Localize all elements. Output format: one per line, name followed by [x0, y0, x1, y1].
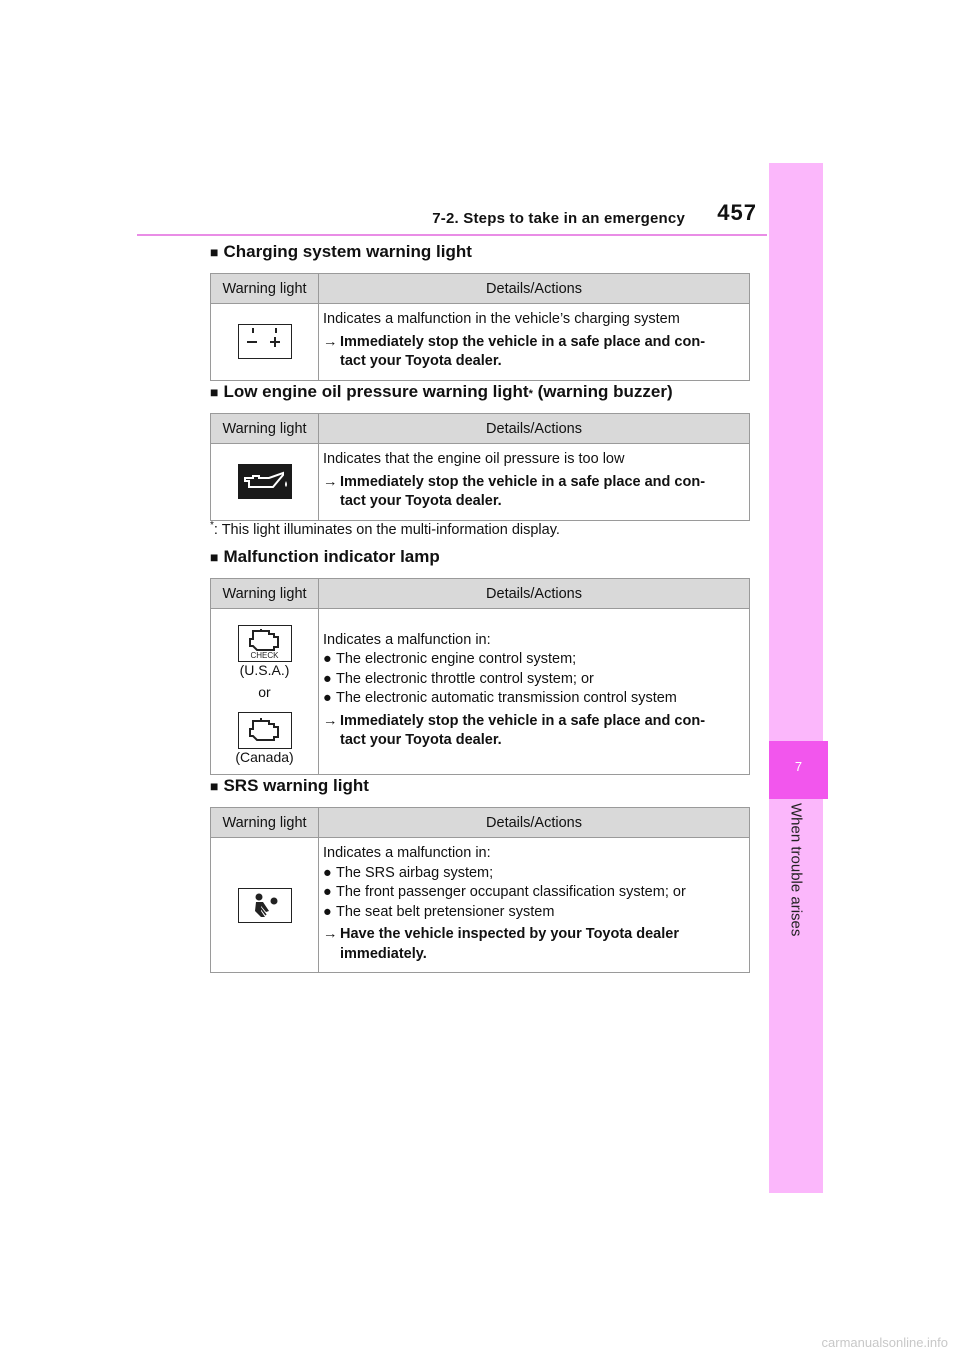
watermark: carmanualsonline.info	[821, 1335, 948, 1350]
footnote-text: : This light illuminates on the multi-information display.	[213, 521, 560, 538]
oil-can-icon	[238, 464, 292, 499]
or-text: or	[258, 683, 271, 700]
warning-light-cell	[211, 444, 319, 521]
oil-warning-table	[210, 413, 750, 521]
description: Indicates a malfunction in:	[323, 631, 491, 648]
table-row	[211, 304, 750, 381]
list-item: ● The electronic throttle control system; or	[323, 670, 746, 690]
column-header-warning-light: Warning light	[211, 808, 319, 838]
column-header-details: Details/Actions	[319, 579, 750, 609]
details-cell	[319, 609, 750, 775]
section-title-text: Malfunction indicator lamp	[223, 547, 440, 566]
check-text: CHECK	[250, 650, 279, 660]
action-text: → Immediately stop the vehicle in a safe place and con- tact your Toyota dealer.	[323, 333, 746, 372]
column-header-warning-light: Warning light	[211, 414, 319, 444]
arrow-icon: →	[323, 926, 338, 942]
chapter-number: 7	[769, 741, 828, 799]
page-header	[137, 200, 767, 236]
table-header-row	[211, 414, 750, 444]
square-bullet-icon: ■	[210, 778, 219, 794]
details-cell	[319, 838, 750, 973]
description: Indicates a malfunction in:	[323, 845, 491, 861]
section-title-oil-pressure	[210, 382, 673, 402]
column-header-warning-light: Warning light	[211, 579, 319, 609]
column-header-warning-light: Warning light	[211, 274, 319, 304]
chapter-side-tab	[769, 163, 823, 1193]
canada-caption: (Canada)	[235, 748, 294, 765]
column-header-details: Details/Actions	[319, 274, 750, 304]
section-title-charging	[210, 242, 472, 262]
list-item: ● The electronic engine control system;	[323, 650, 746, 670]
dot-bullet-icon: ●	[323, 690, 332, 706]
list-item: ● The front passenger occupant classification system; or	[323, 883, 746, 903]
table-header-row	[211, 274, 750, 304]
square-bullet-icon: ■	[210, 244, 219, 260]
description: Indicates that the engine oil pressure is too low	[323, 451, 625, 467]
chapter-title: When trouble arises	[787, 803, 805, 937]
square-bullet-icon: ■	[210, 549, 219, 565]
dot-bullet-icon: ●	[323, 884, 332, 900]
dot-bullet-icon: ●	[323, 670, 332, 687]
list-item: ● The seat belt pretensioner system	[323, 903, 746, 923]
srs-warning-table	[210, 807, 750, 973]
section-title-srs	[210, 776, 369, 796]
section-title-mil	[210, 547, 440, 567]
details-cell	[319, 304, 750, 381]
action-text: → Immediately stop the vehicle in a safe place and con- tact your Toyota dealer.	[323, 712, 746, 751]
check-engine-icon-usa	[238, 625, 292, 662]
action-text: → Immediately stop the vehicle in a safe place and con- tact your Toyota dealer.	[323, 473, 746, 512]
description: Indicates a malfunction in the vehicle’s charging system	[323, 311, 680, 327]
header-section-title: 7-2. Steps to take in an emergency	[432, 210, 685, 227]
footnote	[210, 520, 560, 538]
dot-bullet-icon: ●	[323, 903, 332, 920]
table-header-row	[211, 579, 750, 609]
details-cell	[319, 444, 750, 521]
warning-light-cell	[211, 609, 319, 775]
mil-warning-table	[210, 578, 750, 775]
page-number: 457	[717, 200, 757, 225]
list-item: ● The electronic automatic transmission control system	[323, 689, 746, 709]
footnote-marker: *	[528, 388, 533, 400]
battery-icon	[238, 324, 292, 359]
section-title-text: SRS warning light	[223, 776, 369, 795]
footnote-marker: *	[210, 520, 214, 531]
usa-caption: (U.S.A.)	[239, 661, 290, 678]
engine-icon-canada	[238, 712, 292, 749]
table-header-row	[211, 808, 750, 838]
arrow-icon: →	[323, 473, 338, 490]
table-row	[211, 609, 750, 775]
section-title-suffix: (warning buzzer)	[532, 382, 673, 401]
charging-warning-table	[210, 273, 750, 381]
arrow-icon: →	[323, 333, 338, 350]
square-bullet-icon: ■	[210, 384, 219, 400]
section-title-text: Charging system warning light	[223, 242, 472, 261]
table-row	[211, 838, 750, 973]
airbag-person-icon	[238, 888, 292, 923]
section-title-text: Low engine oil pressure warning light	[223, 382, 529, 401]
column-header-details: Details/Actions	[319, 808, 750, 838]
column-header-details: Details/Actions	[319, 414, 750, 444]
dot-bullet-icon: ●	[323, 651, 332, 667]
dot-bullet-icon: ●	[323, 864, 332, 881]
warning-light-cell	[211, 838, 319, 973]
table-row	[211, 444, 750, 521]
warning-light-cell	[211, 304, 319, 381]
arrow-icon: →	[323, 712, 338, 729]
list-item: ● The SRS airbag system;	[323, 864, 746, 884]
action-text: → Have the vehicle inspected by your Toyota dealer immediately.	[323, 925, 746, 964]
